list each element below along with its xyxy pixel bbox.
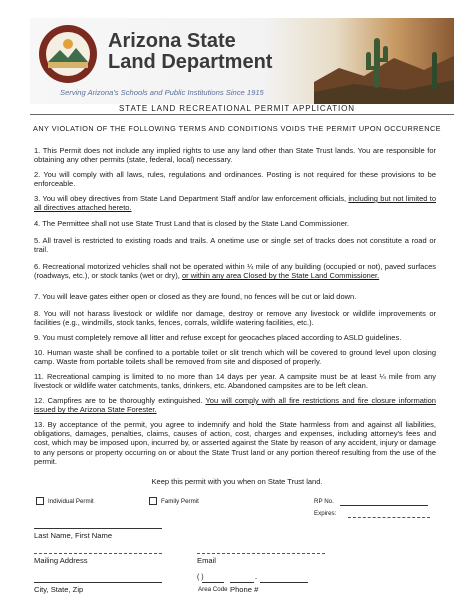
city-state-zip-field[interactable] xyxy=(34,582,162,583)
term-8: 8. You will not harass livestock or wildlife nor damage, destroy or remove any livestock or wildlife improvements or facilities (e.g., windmills, stock tanks, fences, corrals, wildlife watering facilities, etc.). xyxy=(34,309,436,328)
email-label: Email xyxy=(197,556,216,565)
family-permit-label: Family Permit xyxy=(161,498,199,505)
title-divider xyxy=(30,114,454,115)
family-permit-checkbox[interactable] xyxy=(149,497,157,505)
header-banner xyxy=(30,18,454,104)
phone-number-field[interactable] xyxy=(260,582,308,583)
term-5: 5. All travel is restricted to existing roads and trails. A onetime use or single set of tracks does not constitute a road or trail. xyxy=(34,236,436,255)
city-state-zip-label: City, State, Zip xyxy=(34,585,84,594)
term-10: 10. Human waste shall be confined to a portable toilet or slit trench which will be covered to ground level upon closing camp. Waste from portable toilets shall be removed from site and disposed of properly. xyxy=(34,348,436,367)
address-field[interactable] xyxy=(34,553,162,554)
area-code-label: Area Code xyxy=(198,586,228,593)
desert-saguaro-image xyxy=(314,18,454,104)
term-13: 13. By acceptance of the permit, you agree to indemnify and hold the State harmless from and against all liabilities, obligations, damages, penalties, claims, causes of action, cost, charges and expenses, including attorney's fees and cost, which may be imposed upon, incurred by, or asserted against the State by reason of any accident, injury or damage to any persons or property occurring on or about the State Trust land or any portion thereof resulting from the use of the permit. xyxy=(34,420,436,466)
phone-dash: - xyxy=(255,575,258,582)
agency-line-1: Arizona State xyxy=(108,30,236,52)
term-3: 3. You will obey directives from State Land Department Staff and/or law enforcement officials, including but not limited to all directives attached hereto. xyxy=(34,194,437,213)
term-7: 7. You will leave gates either open or closed as they are found, no fences will be cut or laid down. xyxy=(34,292,357,301)
term-11: 11. Recreational camping is limited to no more than 14 days per year. A campsite must be at least ¼ mile from any livestock or wildlife water catchments, tanks, drinkers, etc. Abandoned campsites are to be left clean. xyxy=(34,372,436,391)
phone-prefix-field[interactable] xyxy=(230,582,254,583)
term-12: 12. Campfires are to be thoroughly extinguished. You will comply with all fire restrictions and fire closure information issued by the Arizona State Forester. xyxy=(34,396,436,415)
term-9: 9. You must completely remove all litter and refuse except for geocaches placed according to ASLD guidelines. xyxy=(34,333,402,342)
name-label: Last Name, First Name xyxy=(34,531,113,540)
term-4: 4. The Permittee shall not use State Trust Land that is closed by the State Land Commissioner. xyxy=(34,219,350,228)
term-2: 2. You will comply with all laws, rules, regulations and ordinances. Posting is not required for these provisions to be enforceable. xyxy=(34,170,436,189)
phone-label: Phone # xyxy=(230,585,259,594)
term-6: 6. Recreational motorized vehicles shall not be operated within ¼ mile of any building (occupied or not), paved surfaces (roadways, etc.), or stock tanks (wet or dry), or within any area Closed by the State Land Commissioner. xyxy=(34,262,436,281)
address-label: Mailing Address xyxy=(34,556,88,565)
rp-no-label: RP No. xyxy=(314,498,334,505)
phone-area-parens: ( ) xyxy=(197,574,204,581)
name-field[interactable] xyxy=(34,528,162,529)
keep-permit-note: Keep this permit with you when on State Trust land. xyxy=(151,477,323,486)
agency-line-2: Land Department xyxy=(108,51,273,73)
state-land-seal xyxy=(38,24,98,84)
email-field[interactable] xyxy=(197,553,325,554)
individual-permit-checkbox[interactable] xyxy=(36,497,44,505)
term-1: 1. This Permit does not include any implied rights to use any land other than State Trust lands. You are responsible for obtaining any other permits (state, federal, local) necessary. xyxy=(34,146,436,165)
tagline: Serving Arizona's Schools and Public Institutions Since 1915 xyxy=(60,88,264,97)
expires-field[interactable] xyxy=(348,517,430,518)
expires-label: Expires: xyxy=(314,510,337,517)
rp-no-field[interactable] xyxy=(340,505,428,506)
agency-name xyxy=(108,31,272,73)
individual-permit-label: Individual Permit xyxy=(48,498,94,505)
area-code-field[interactable] xyxy=(202,582,224,583)
violation-warning: ANY VIOLATION OF THE FOLLOWING TERMS AND CONDITIONS VOIDS THE PERMIT UPON OCCURRENCE xyxy=(33,124,441,133)
document-title: STATE LAND RECREATIONAL PERMIT APPLICATION xyxy=(119,104,355,113)
